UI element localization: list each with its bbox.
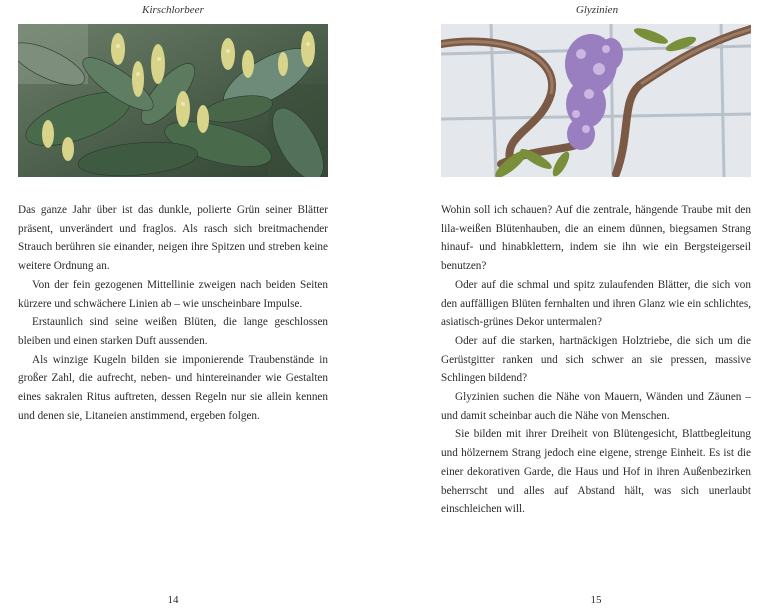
paragraph: Wohin soll ich schauen? Auf die zentrale, hängende Traube mit den lila-weißen Blütenhauben, die an einem dünnen, biegsamen Strang hinauf- und hinabklettern, indem sie ihn wie ein Bergsteigerseil benutzen? [441, 204, 751, 273]
paragraph: Das ganze Jahr über ist das dunkle, polierte Grün seiner Blätter präsent, unverändert und fraglos. Als rasch sich breitmachender Strauch berühren sie einander, neigen ihre Spitzen und streben keine weitere Ordnung an. [18, 204, 328, 273]
paragraph: Als winzige Kugeln bilden sie imponierende Traubenstände in großer Zahl, die aufrecht, neben- und hintereinander wie Gestalten eines sakralen Ritus auftreten, dessen Regeln nur sie allein kennen und denen sie, Litaneien anstimmend, ergeben folgen. [18, 353, 328, 422]
paragraph: Oder auf die starken, hartnäckigen Holztriebe, die sich um die Gerüstgitter ranken und sich schwer an sie pressen, massive Schlingen bildend? [441, 334, 751, 385]
paragraph: Erstaunlich sind seine weißen Blüten, die lange geschlossen bleiben und einen starken Duft aussenden. [18, 316, 328, 347]
cherry-laurel-photo [18, 24, 328, 177]
page-header: Kirschlorbeer [142, 4, 204, 16]
paragraph: Sie bilden mit ihrer Dreiheit von Blütengesicht, Blattbegleitung und hölzernem Strang jedoch eine eigene, strenge Einheit. Es ist die einer dekorativen Garde, die Haus und Hof in ihren Außenbezirken beherrscht und alles auf Abstand hält, was sich unerlaubt einschleichen will. [441, 428, 751, 516]
page-number: 14 [167, 594, 179, 606]
paragraph: Von der fein gezogenen Mittellinie zweigen nach beiden Seiten kürzere und schwächere Linien ab – wie unscheinbare Impulse. [18, 278, 328, 310]
body-text [18, 201, 328, 425]
wisteria-photo [441, 24, 751, 177]
right-page [384, 0, 768, 614]
paragraph: Oder auf die schmal und spitz zulaufenden Blätter, die sich von den auffälligen Blüten fernhalten und ihren Glanz wie ein schlichtes, asiatisch-grünes Dekor untermalen? [441, 278, 751, 329]
body-text [441, 201, 751, 519]
paragraph: Glyzinien suchen die Nähe von Mauern, Wänden und Zäunen – und damit scheinbar auch die Nähe von Menschen. [441, 391, 751, 422]
page-number: 15 [590, 594, 602, 606]
page-header: Glyzinien [575, 4, 619, 16]
